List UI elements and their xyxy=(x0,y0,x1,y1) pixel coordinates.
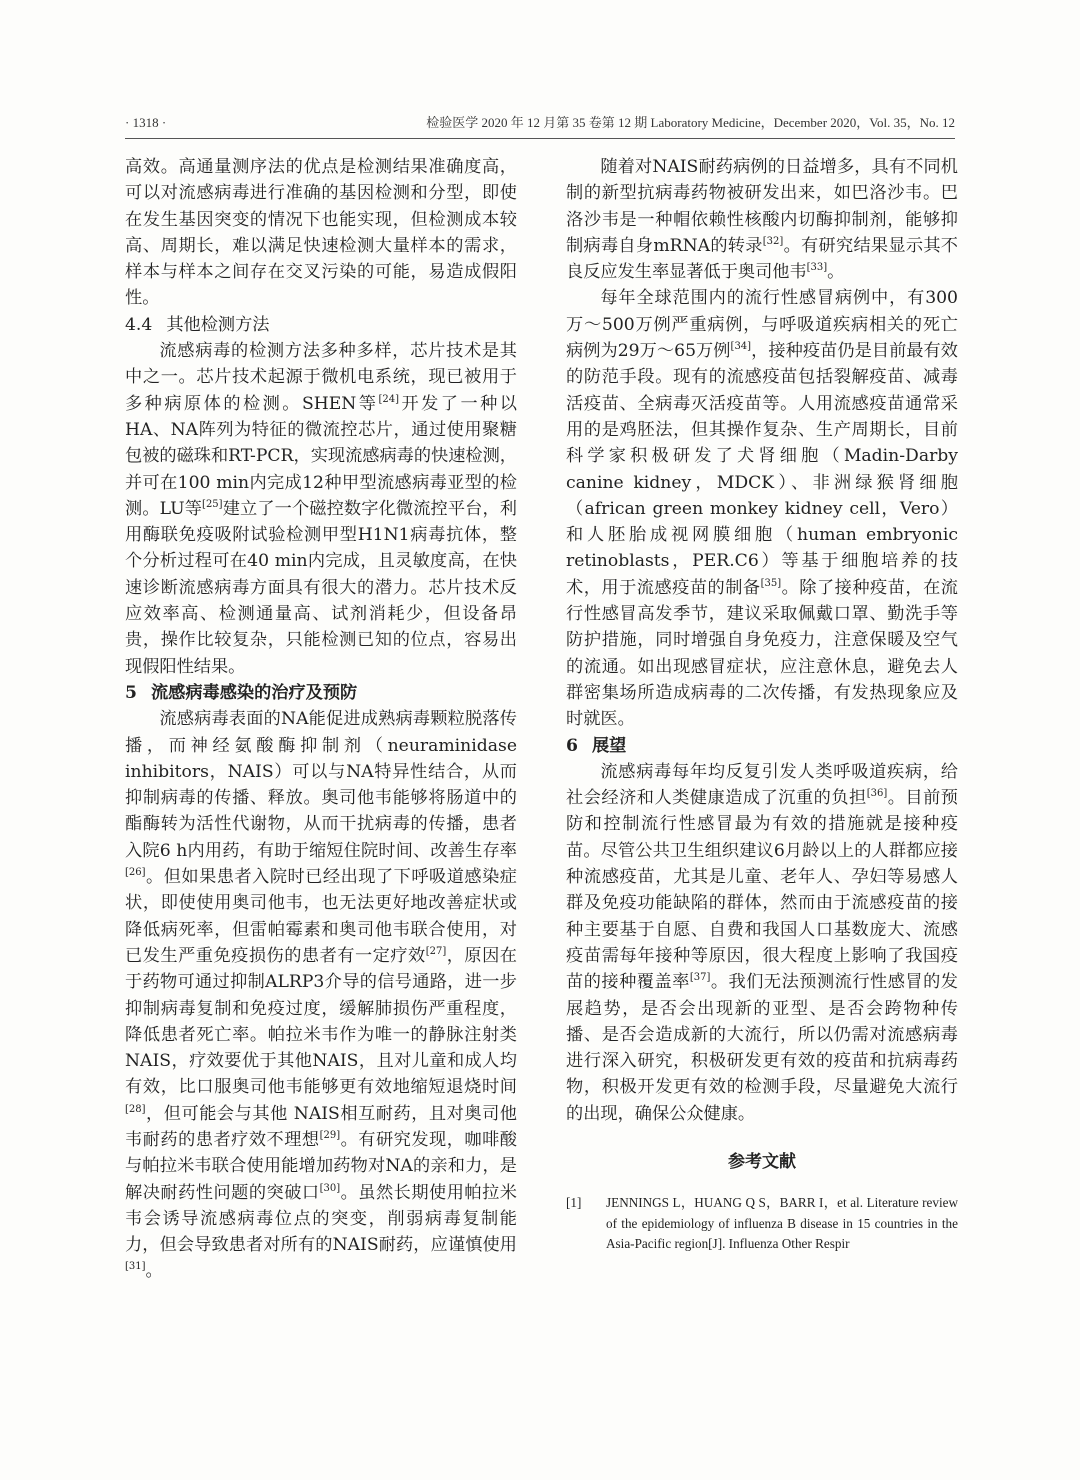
section-heading-6 xyxy=(566,733,958,759)
text-run: 。 xyxy=(145,1261,163,1282)
citation[interactable]: [24] xyxy=(378,393,399,405)
paragraph xyxy=(566,759,958,1127)
citation[interactable]: [25] xyxy=(202,498,223,510)
text-run: 。有研究结果显示其不良反应发生率显著低于奥司他韦 xyxy=(566,235,958,283)
text-run: 流感病毒每年均反复引发人类呼吸道疾病，给社会经济和人类健康造成了沉重的负担 xyxy=(566,761,958,809)
section-number: 5 xyxy=(125,682,137,703)
references-heading: 参考文献 xyxy=(728,1151,796,1172)
reference-text: JENNINGS L，HUANG Q S，BARR I，et al. Literature review of the epidemiology of influenza B disease in 15 countries in the Asia-Pacific region[J]. Influenza Other Respir xyxy=(606,1195,958,1252)
text-run: 流感病毒的检测方法多种多样，芯片技术是其中之一。芯片技术起源于微机电系统，现已被用于多种病原体的检测。SHEN等 xyxy=(125,341,517,414)
text-run: 。目前预防和控制流行性感冒最为有效的措施就是接种疫苗。尽管公共卫生组织建议6月龄以上的人群都应接种流感疫苗，尤其是儿童、老年人、孕妇等易感人群及免疫功能缺陷的群体，然而由于流感疫苗的接种主要基于自愿、自费和我国人口基数庞大、流感疫苗需每年接种等原因，很大程度上影响了我国疫苗的接种覆盖率 xyxy=(566,788,958,993)
text-run: 开发了一种以HA、NA阵列为特征的微流控芯片，通过使用聚糖包被的磁珠和RT-PCR，实现流感病毒的快速检测，并可在100 min内完成12种甲型流感病毒亚型的检测。LU等 xyxy=(125,393,517,519)
citation[interactable]: [33] xyxy=(806,262,828,274)
reference-item xyxy=(566,1193,958,1255)
citation[interactable]: [27] xyxy=(425,945,447,957)
paragraph xyxy=(566,154,958,285)
citation[interactable]: [26] xyxy=(125,867,146,879)
page-number: · 1318 · xyxy=(125,115,167,130)
citation[interactable]: [35] xyxy=(760,577,782,589)
citation[interactable]: [34] xyxy=(730,341,752,353)
text-run: ，原因在于药物可通过抑制ALRP3介导的信号通路，进一步抑制病毒复制和免疫过度，缓解肺损伤严重程度，降低患者死亡率。帕拉米韦作为唯一的静脉注射类NAIS，疗效要优于其他NAIS，且对儿童和成人均有效，比口服奥司他韦能够更有效地缩短退烧时间 xyxy=(125,945,517,1098)
section-number: 4.4 xyxy=(125,314,153,335)
citation[interactable]: [28] xyxy=(125,1103,146,1115)
text-run: 流感病毒表面的NA能促进成熟病毒颗粒脱落传播，而神经氨酸酶抑制剂（neuraminidase inhibitors，NAIS）可以与NA特异性结合，从而抑制病毒的传播、释放。奥司他韦能够将肠道中的酯酶转为活性代谢物，从而干扰病毒的传播，患者入院6 h内用药，有助于缩短住院时间、改善生存率 xyxy=(125,709,517,861)
text-run: 随着对NAIS耐药病例的日益增多，具有不同机制的新型抗病毒药物被研发出来，如巴洛沙韦。巴洛沙韦是一种帽依赖性核酸内切酶抑制剂，能够抑制病毒自身mRNA的转录 xyxy=(566,157,958,256)
section-title: 展望 xyxy=(591,735,627,756)
section-heading-4-4 xyxy=(125,312,517,338)
text-run: 建立了一个磁控数字化微流控平台，利用酶联免疫吸附试验检测甲型H1N1病毒抗体，整个分析过程可在40 min内完成，且灵敏度高，在快速诊断流感病毒方面具有很大的潜力。芯片技术反应效率高、检测通量高、试剂消耗少，但设备昂贵，操作比较复杂，只能检测已知的位点，容易出现假阳性结果。 xyxy=(125,498,517,677)
citation[interactable]: [37] xyxy=(689,972,711,984)
section-title: 其他检测方法 xyxy=(166,314,270,335)
section-number: 6 xyxy=(566,735,578,756)
paragraph xyxy=(125,338,517,680)
text-run: 。虽然长期使用帕拉米韦会诱导流感病毒位点的突变，削弱病毒复制能力，但会导致患者对所有的NAIS耐药，应谨慎使用 xyxy=(125,1182,517,1256)
citation[interactable]: [30] xyxy=(319,1182,341,1194)
section-heading-5 xyxy=(125,680,517,706)
text-run: 。有研究发现，咖啡酸与帕拉米韦联合使用能增加药物对NA的亲和力，是解决耐药性问题的突破口 xyxy=(125,1129,517,1203)
citation[interactable]: [36] xyxy=(866,788,888,800)
text-run: ，接种疫苗仍是目前最有效的防范手段。现有的流感疫苗包括裂解疫苗、减毒活疫苗、全病毒灭活疫苗等。人用流感疫苗通常采用的是鸡胚法，但其操作复杂、生产周期长，目前科学家积极研发了犬肾细胞（Madin-Darby canine kidney，MDCK）、非洲绿猴肾细胞（african green monkey kidney cell，Vero）和人胚胎成视网膜细胞（human embryonic retinoblasts，PER.C6）等基于细胞培养的技术，用于流感疫苗的制备 xyxy=(566,341,958,598)
right-column xyxy=(566,154,958,1255)
reference-number: [1] xyxy=(566,1195,582,1211)
paragraph xyxy=(125,706,517,1285)
journal-info: 检验医学 2020 年 12 月第 35 卷第 12 期 Laboratory Medicine，December 2020，Vol. 35，No. 12 xyxy=(426,115,955,130)
text-run: ，但可能会与其他 NAIS相互耐药，且对奥司他韦耐药的患者疗效不理想 xyxy=(125,1103,517,1150)
citation[interactable]: [31] xyxy=(125,1261,146,1273)
running-header xyxy=(125,112,955,131)
text-run: 。 xyxy=(827,262,845,283)
left-column xyxy=(125,154,517,1285)
paragraph xyxy=(566,285,958,732)
text-run: 。但如果患者入院时已经出现了下呼吸道感染症状，即使使用奥司他韦，也无法更好地改善症状或降低病死率，但雷帕霉素和奥司他韦联合使用，对已发生严重免疫损伤的患者有一定疗效 xyxy=(125,867,517,966)
citation[interactable]: [32] xyxy=(762,235,784,247)
text-run: 每年全球范围内的流行性感冒病例中，有300万～500万例严重病例，与呼吸道疾病相关的死亡病例为29万～65万例 xyxy=(566,288,958,362)
paragraph: 高效。高通量测序法的优点是检测结果准确度高，可以对流感病毒进行准确的基因检测和分型，即使在发生基因突变的情况下也能实现，但检测成本较高、周期长，难以满足快速检测大量样本的需求，样本与样本之间存在交叉污染的可能，易造成假阳性。 xyxy=(125,157,517,309)
text-run: 。我们无法预测流行性感冒的发展趋势，是否会出现新的亚型、是否会跨物种传播、是否会造成新的大流行，所以仍需对流感病毒进行深入研究，积极研发更有效的疫苗和抗病毒药物，积极开发更有效的检测手段，尽量避免大流行的出现，确保公众健康。 xyxy=(566,972,958,1124)
text-run: 。除了接种疫苗，在流行性感冒高发季节，建议采取佩戴口罩、勤洗手等防护措施，同时增强自身免疫力，注意保暖及空气的流通。如出现感冒症状，应注意休息，避免去人群密集场所造成病毒的二次传播，有发热现象应及时就医。 xyxy=(566,577,958,730)
section-title: 流感病毒感染的治疗及预防 xyxy=(150,682,358,703)
header-rule xyxy=(125,138,955,139)
citation[interactable]: [29] xyxy=(319,1129,341,1141)
